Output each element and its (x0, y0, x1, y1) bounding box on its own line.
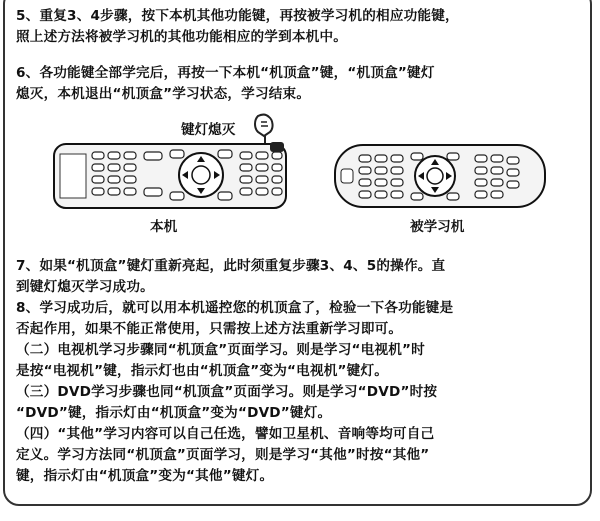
step-6-text: 6、各功能键全部学完后，再按一下本机“机顶盒”键，“机顶盒”键灯 熄灭，本机退出“机顶盒”学习状态，学习结束。 (16, 65, 435, 102)
dvd-learning-text: （三）DVD学习步骤也同“机顶盒”页面学习。则是学习“DVD”时按 “DVD”键，指示灯由“机顶盒”变为“DVD”键灯。 (16, 384, 438, 421)
key-light-off-annotation: 键灯熄灭 (181, 122, 236, 138)
local-remote-illustration (52, 140, 290, 212)
step-7-text: 7、如果“机顶盒”键灯重新亮起，此时须重复步骤3、4、5的操作。直 到键灯熄灭学习成功。 (16, 258, 446, 295)
tv-learning-text: （二）电视机学习步骤同“机顶盒”页面学习。则是学习“电视机”时 是按“电视机”键，指示灯也由“机顶盒”变为“电视机”键灯。 (16, 342, 425, 379)
other-learning-text: （四）“其他”学习内容可以自己任选，譬如卫星机、音响等均可自己 定义。学习方法同“机顶盒”页面学习，则是学习“其他”时按“其他” 键，指示灯由“机顶盒”变为“其他”键灯。 (16, 426, 435, 484)
step-5-text: 5、重复3、4步骤，按下本机其他功能键，再按被学习机的相应功能键， 照上述方法将被学习机的其他功能相应的学到本机中。 (16, 8, 459, 45)
learned-remote-caption: 被学习机 (410, 219, 465, 235)
step-8-text: 8、学习成功后，就可以用本机遥控您的机顶盒了，检验一下各功能键是 否起作用，如果不能正常使用，只需按上述方法重新学习即可。 (16, 300, 454, 337)
local-remote-caption: 本机 (150, 219, 178, 235)
learned-remote-illustration (333, 143, 549, 211)
